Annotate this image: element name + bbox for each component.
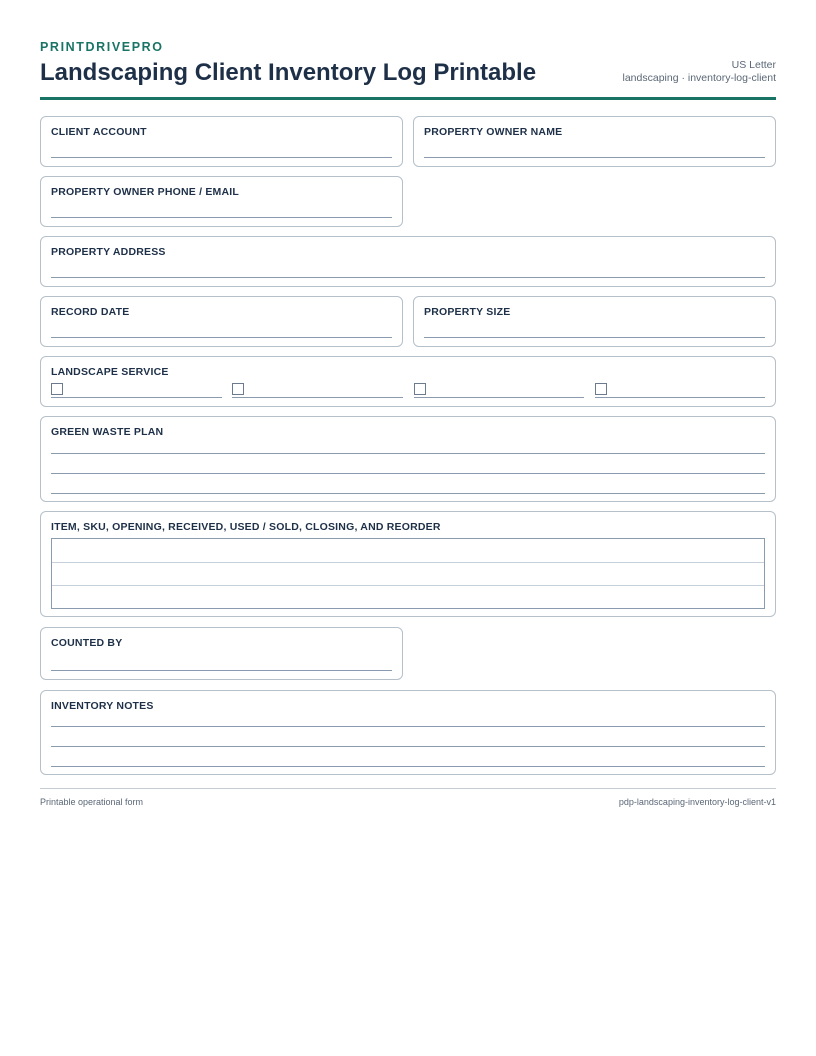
record-date-field (40, 296, 403, 347)
client-account-label: CLIENT ACCOUNT (51, 126, 147, 138)
landscape-service-label: LANDSCAPE SERVICE (51, 366, 169, 378)
landscape-service-option-line[interactable] (51, 397, 222, 398)
table-row[interactable] (52, 585, 764, 608)
header-divider (40, 97, 776, 100)
green-waste-plan-line[interactable] (51, 493, 765, 494)
green-waste-plan-line[interactable] (51, 473, 765, 474)
green-waste-plan-line[interactable] (51, 453, 765, 454)
landscape-service-option (51, 383, 222, 398)
counted-by-field (40, 627, 403, 680)
landscape-service-option (232, 383, 403, 398)
property-owner-contact-input-line[interactable] (51, 217, 392, 218)
property-owner-name-field (413, 116, 776, 167)
landscape-service-checkbox[interactable] (232, 383, 244, 395)
inventory-table-label: ITEM, SKU, OPENING, RECEIVED, USED / SOLD, CLOSING, AND REORDER (51, 521, 441, 533)
property-owner-contact-label: PROPERTY OWNER PHONE / EMAIL (51, 186, 240, 198)
landscape-service-checkbox[interactable] (595, 383, 607, 395)
property-owner-name-label: PROPERTY OWNER NAME (424, 126, 563, 138)
landscape-service-checkbox[interactable] (414, 383, 426, 395)
property-size-field (413, 296, 776, 347)
inventory-notes-line[interactable] (51, 726, 765, 727)
counted-by-label: COUNTED BY (51, 637, 123, 649)
landscape-service-option-line[interactable] (232, 397, 403, 398)
paper-size-label: US Letter (731, 59, 776, 71)
property-address-field (40, 236, 776, 287)
record-date-label: RECORD DATE (51, 306, 130, 318)
footer-form-id: pdp-landscaping-inventory-log-client-v1 (618, 797, 776, 807)
client-account-input-line[interactable] (51, 157, 392, 158)
property-address-label: PROPERTY ADDRESS (51, 246, 166, 258)
page-title: Landscaping Client Inventory Log Printable (40, 59, 537, 86)
landscape-service-checkbox[interactable] (51, 383, 63, 395)
document-meta (623, 59, 777, 85)
property-owner-name-input-line[interactable] (424, 157, 765, 158)
brand-name: PRINTDRIVEPRO (40, 40, 164, 54)
client-account-field (40, 116, 403, 167)
table-row[interactable] (52, 562, 764, 585)
green-waste-plan-field (40, 416, 776, 502)
inventory-table-section (40, 511, 776, 617)
green-waste-plan-label: GREEN WASTE PLAN (51, 426, 164, 438)
form-page (40, 0, 776, 1056)
table-row[interactable] (52, 539, 764, 562)
footer-divider (40, 788, 776, 789)
landscape-service-option (595, 383, 765, 398)
inventory-notes-line[interactable] (51, 746, 765, 747)
inventory-notes-label: INVENTORY NOTES (51, 700, 154, 712)
inventory-notes-field (40, 690, 776, 775)
property-size-input-line[interactable] (424, 337, 765, 338)
inventory-table (51, 538, 765, 609)
document-tags: landscaping · inventory-log-client (622, 72, 776, 84)
footer-description: Printable operational form (40, 797, 144, 807)
landscape-service-option (414, 383, 584, 398)
landscape-service-field (40, 356, 776, 407)
property-size-label: PROPERTY SIZE (424, 306, 511, 318)
property-owner-contact-field (40, 176, 403, 227)
landscape-service-option-line[interactable] (414, 397, 584, 398)
counted-by-input-line[interactable] (51, 670, 392, 671)
landscape-service-option-line[interactable] (595, 397, 765, 398)
inventory-notes-line[interactable] (51, 766, 765, 767)
record-date-input-line[interactable] (51, 337, 392, 338)
property-address-input-line[interactable] (51, 277, 765, 278)
